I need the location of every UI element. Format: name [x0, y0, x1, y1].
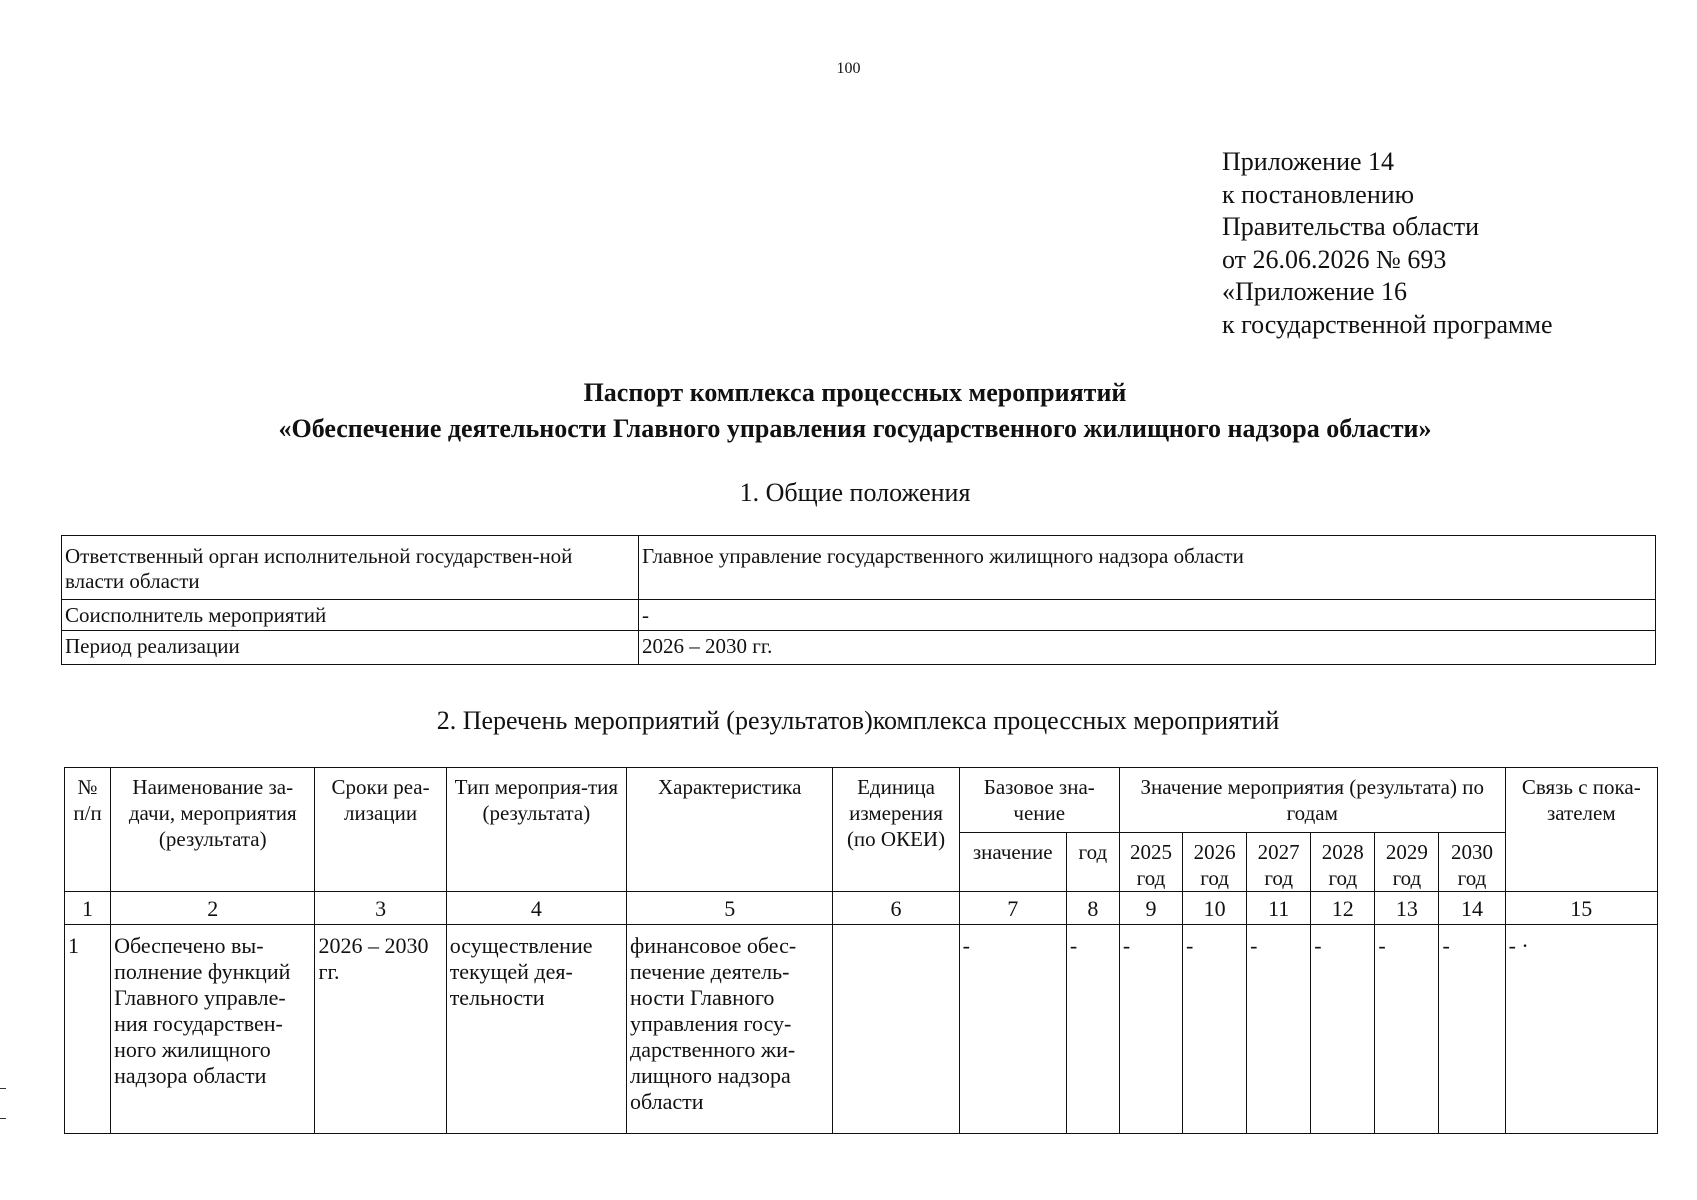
- column-number-row: [65, 892, 1658, 925]
- section2-heading: 2. Перечень мероприятий (результатов)комплекса процессных мероприятий: [436, 706, 1280, 735]
- appendix-line: Правительства области: [1222, 212, 1480, 241]
- header-no: № п/п: [65, 768, 111, 892]
- column-number: 11: [1247, 892, 1311, 925]
- column-number: 3: [315, 892, 446, 925]
- column-number: 12: [1311, 892, 1375, 925]
- header-year: 2026 год: [1183, 833, 1247, 892]
- measures-table: [64, 767, 1658, 1134]
- column-number: 5: [627, 892, 833, 925]
- margin-mark: [0, 1088, 6, 1089]
- column-number: 15: [1505, 892, 1657, 925]
- measure-year-value: -: [1119, 925, 1182, 1134]
- header-row: [65, 768, 1658, 833]
- column-number: 4: [446, 892, 626, 925]
- header-characteristic: Характеристика: [627, 768, 833, 892]
- table-row: [62, 631, 1656, 665]
- appendix-line: к государственной программе: [1222, 309, 1553, 339]
- header-year: 2027 год: [1247, 833, 1311, 892]
- appendix-line: Приложение 14: [1222, 147, 1395, 176]
- document-title-line1: Паспорт комплекса процессных мероприятий: [583, 378, 1127, 407]
- document-title: [0, 375, 1697, 447]
- period-value: 2026 – 2030 гг.: [639, 631, 1656, 665]
- header-type: Тип мероприя-тия (результата): [446, 768, 626, 892]
- measure-year-value: -: [1247, 925, 1311, 1134]
- measure-name: Обеспечено вы-полнение функций Главного управле-ния государствен-ного жилищного надзора области: [111, 925, 315, 1134]
- column-number: 6: [833, 892, 959, 925]
- section1-heading: 1. Общие положения: [739, 478, 971, 507]
- responsible-body-value: Главное управление государственного жилищного надзора области: [639, 536, 1656, 600]
- column-number: 9: [1119, 892, 1182, 925]
- measure-characteristic: финансовое обес-печение деятель-ности Главного управления госу-дарственного жи-лищного надзора области: [627, 925, 833, 1134]
- appendix-line: «Приложение 16: [1222, 277, 1408, 306]
- header-values-by-year: Значение мероприятия (результата) по годам: [1119, 768, 1505, 833]
- row-number: 1: [65, 925, 111, 1134]
- column-number: 8: [1066, 892, 1119, 925]
- measure-year-value: -: [1375, 925, 1439, 1134]
- column-number: 1: [65, 892, 111, 925]
- margin-mark: [0, 1118, 6, 1119]
- co-executor-label: Соисполнитель мероприятий: [62, 600, 639, 631]
- table-row: [62, 600, 1656, 631]
- measure-type: осуществление текущей дея-тельности: [446, 925, 626, 1134]
- co-executor-value: -: [639, 600, 1656, 631]
- table-row: [62, 536, 1656, 600]
- header-base-value: значение: [959, 833, 1066, 892]
- measure-year-value: -: [1311, 925, 1375, 1134]
- header-unit: Единица измерения (по ОКЕИ): [833, 768, 959, 892]
- measure-year-value: -: [1439, 925, 1505, 1134]
- column-number: 10: [1183, 892, 1247, 925]
- header-year: 2030 год: [1439, 833, 1505, 892]
- responsible-body-label: Ответственный орган исполнительной государствен-ной власти области: [62, 536, 639, 600]
- general-provisions-table: [61, 535, 1656, 665]
- measure-base-year: -: [1066, 925, 1119, 1134]
- appendix-line: от 26.06.2026 № 693: [1222, 244, 1447, 274]
- column-number: 2: [111, 892, 315, 925]
- measure-year-value: -: [1183, 925, 1247, 1134]
- page-number: 100: [836, 60, 861, 77]
- header-year: 2029 год: [1375, 833, 1439, 892]
- table-row: [65, 925, 1658, 1134]
- header-name: Наименование за-дачи, мероприятия (результата): [111, 768, 315, 892]
- appendix-line: к постановлению: [1222, 179, 1415, 209]
- appendix-note: [1222, 146, 1553, 341]
- measure-terms: 2026 – 2030 гг.: [315, 925, 446, 1134]
- header-base-year: год: [1066, 833, 1119, 892]
- header-base: Базовое зна-чение: [959, 768, 1119, 833]
- document-title-line2: «Обеспечение деятельности Главного управления государственного жилищного надзора области»: [278, 414, 1432, 443]
- period-label: Период реализации: [62, 631, 639, 665]
- column-number: 13: [1375, 892, 1439, 925]
- header-terms: Сроки реа-лизации: [315, 768, 446, 892]
- header-year: 2025 год: [1119, 833, 1182, 892]
- column-number: 14: [1439, 892, 1505, 925]
- measure-base-value: -: [959, 925, 1066, 1134]
- measure-link: - ·: [1505, 925, 1657, 1134]
- header-year: 2028 год: [1311, 833, 1375, 892]
- header-link: Связь с пока-зателем: [1505, 768, 1657, 892]
- measure-unit: [833, 925, 959, 1134]
- column-number: 7: [959, 892, 1066, 925]
